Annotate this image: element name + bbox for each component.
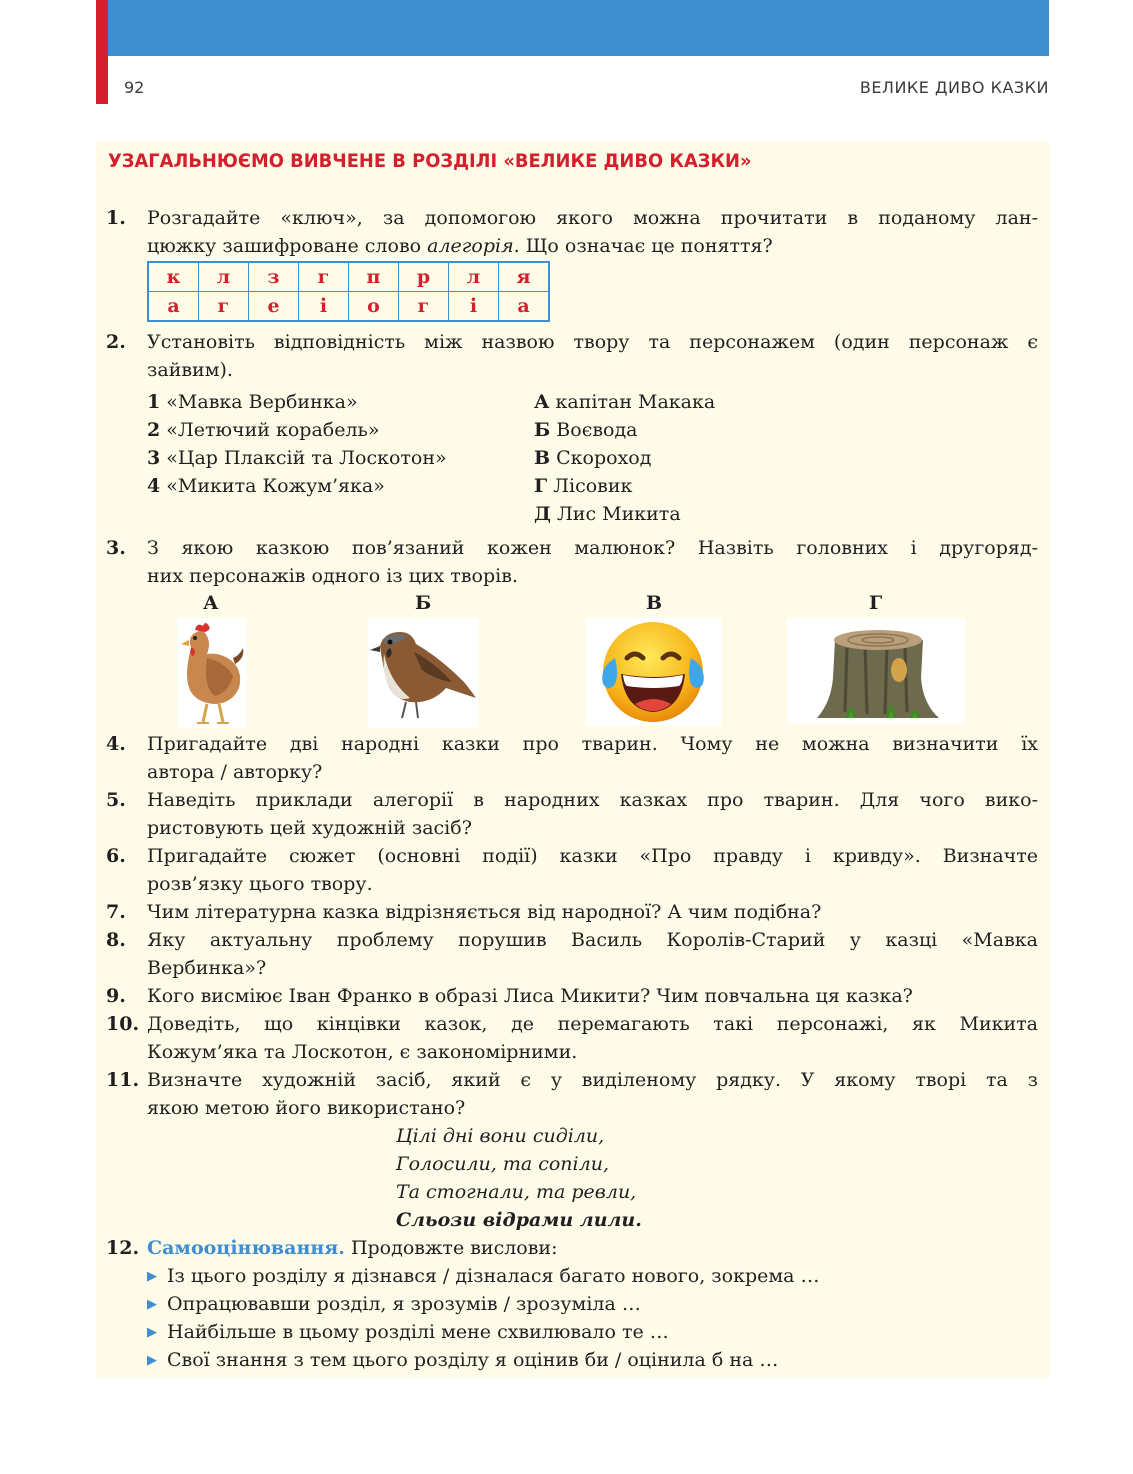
laughing-emoji-image [585,618,721,726]
work-title: «Микита Кожум’яка» [166,475,385,497]
list-item-text: Із цього розділу я дізнався / дізналася багато нового, зокрема … [167,1265,820,1287]
question-text-line: Чим літературна казка відрізняється від народної? А чим подібна? [147,901,822,923]
cipher-cell: л [199,262,249,292]
question-text-line: Яку актуальну проблему порушив Василь Королів-Старий у казці «Мавка [147,929,1038,951]
work-title: «Цар Плаксій та Лоскотон» [166,447,447,469]
question-number: 10. [106,1013,140,1035]
header-blue-bar [108,0,1049,56]
cipher-cell: з [249,262,299,292]
list-item [147,1318,669,1347]
question-text-line [147,1234,1038,1262]
cipher-cell: а [148,292,199,322]
character-key: Б [534,419,551,441]
question-text-line: Кого висміює Іван Франко в образі Лиса Микити? Чим повчальна ця казка? [147,985,913,1007]
question-number: 9. [106,985,126,1007]
question-text-line: Установіть відповідність між назвою твору та персонажем (один персонаж є [147,331,1038,353]
list-item [147,1346,778,1375]
list-item [147,1262,820,1291]
self-assessment-label: Самооцінювання. [147,1237,345,1259]
cipher-cell: к [148,262,199,292]
question-number: 12. [106,1237,140,1259]
work-title: «Мавка Вербинка» [166,391,358,413]
question-1 [106,204,1038,260]
work-key: 4 [147,475,161,497]
character-item [534,388,715,416]
question-9 [106,982,1038,1010]
character-key: А [534,391,550,413]
question-text-line: Наведіть приклади алегорії в народних казках про тварин. Для чого вико- [147,789,1038,811]
header-red-marker [96,0,108,104]
work-key: 3 [147,447,161,469]
picture-label: Г [869,592,883,614]
character-name: Воєвода [556,419,638,441]
triangle-bullet-icon: ▶ [147,1269,157,1284]
tree-stump-image [787,618,965,724]
question-4 [106,730,1038,786]
poem-line-highlighted: Сльози відрами лили. [396,1209,642,1231]
question-12 [106,1234,1038,1262]
question-text-line: Пригадайте сюжет (основні події) казки «Про правду і кривду». Визначте [147,845,1038,867]
emphasized-word: алегорія [427,235,514,257]
character-key: Д [534,503,551,525]
question-3 [106,534,1038,590]
work-key: 1 [147,391,161,413]
character-item [534,472,632,500]
question-5 [106,786,1038,842]
cipher-row [148,292,549,322]
question-text-line [147,232,1038,260]
cipher-cell: о [349,292,399,322]
triangle-bullet-icon: ▶ [147,1353,157,1368]
page-number: 92 [124,78,145,97]
running-title: ВЕЛИКЕ ДИВО КАЗКИ [859,78,1049,97]
question-number: 1. [106,207,126,229]
character-item [534,500,681,528]
text-run: . Що означає це поняття? [513,235,773,257]
work-item [147,444,447,472]
triangle-bullet-icon: ▶ [147,1297,157,1312]
question-number: 3. [106,537,126,559]
work-item [147,416,380,444]
hen-image [177,618,247,728]
question-number: 2. [106,331,126,353]
question-number: 6. [106,845,126,867]
triangle-bullet-icon: ▶ [147,1325,157,1340]
question-6 [106,842,1038,898]
work-item [147,472,385,500]
question-text-line: Розгадайте «ключ», за допомогою якого можна прочитати в поданому лан- [147,207,1038,229]
poem-line: Та стогнали, та ревли, [396,1181,637,1203]
question-number: 11. [106,1069,140,1091]
character-key: В [534,447,551,469]
question-11 [106,1066,1038,1122]
question-text-line: Кожум’яка та Лоскотон, є закономірними. [147,1041,578,1063]
picture-label: В [646,592,663,614]
cipher-cell: п [349,262,399,292]
cipher-row [148,262,549,292]
question-number: 4. [106,733,126,755]
question-number: 7. [106,901,126,923]
question-text-line: ристовують цей художній засіб? [147,817,472,839]
question-10 [106,1010,1038,1066]
character-item [534,444,651,472]
cipher-cell: г [399,292,449,322]
question-8 [106,926,1038,982]
question-text-line: Доведіть, що кінцівки казок, де перемагають такі персонажі, як Микита [147,1013,1038,1035]
question-number: 8. [106,929,126,951]
sparrow-image [368,618,478,728]
list-item-text: Найбільше в цьому розділі мене схвилювало те … [167,1321,669,1343]
cipher-cell: г [199,292,249,322]
cipher-cell: і [299,292,349,322]
cipher-cell: л [449,262,499,292]
question-text-line: них персонажів одного із цих творів. [147,565,518,587]
character-name: Лис Микита [556,503,681,525]
cipher-cell: я [499,262,550,292]
question-7 [106,898,1038,926]
text-run: Продовжте вислови: [344,1237,558,1259]
cipher-table [147,261,550,322]
work-key: 2 [147,419,161,441]
cipher-cell: е [249,292,299,322]
character-key: Г [534,475,548,497]
picture-label: А [203,592,219,614]
picture-label: Б [415,592,432,614]
character-item [534,416,638,444]
question-2 [106,328,1038,384]
cipher-cell: р [399,262,449,292]
text-run: цюжку зашифроване слово [147,235,428,257]
question-text-line: Визначте художній засіб, який є у виділеному рядку. У якому творі та з [147,1069,1038,1091]
list-item-text: Свої знання з тем цього розділу я оцінив би / оцінила б на … [167,1349,779,1371]
list-item [147,1290,641,1319]
poem-line: Голосили, та сопіли, [396,1153,609,1175]
question-text-line: розв’язку цього твору. [147,873,373,895]
character-name: Скороход [556,447,652,469]
question-number: 5. [106,789,126,811]
cipher-cell: а [499,292,550,322]
character-name: Лісовик [553,475,633,497]
character-name: капітан Макака [555,391,716,413]
poem-excerpt [396,1122,642,1234]
cipher-cell: і [449,292,499,322]
section-title: УЗАГАЛЬНЮЄМО ВИВЧЕНЕ В РОЗДІЛІ «ВЕЛИКЕ ДИВО КАЗКИ» [108,150,752,172]
question-text-line: Вербинка»? [147,957,267,979]
question-text-line: автора / авторку? [147,761,323,783]
question-text-line: З якою казкою пов’язаний кожен малюнок? Назвіть головних і другоряд- [147,537,1038,559]
work-item [147,388,358,416]
list-item-text: Опрацювавши розділ, я зрозумів / зрозуміла … [167,1293,641,1315]
cipher-cell: г [299,262,349,292]
poem-line: Цілі дні вони сиділи, [396,1125,605,1147]
question-text-line: якою метою його використано? [147,1097,466,1119]
question-text-line: Пригадайте дві народні казки про тварин. Чому не можна визначити їх [147,733,1038,755]
work-title: «Летючий корабель» [166,419,380,441]
question-text-line: зайвим). [147,359,233,381]
